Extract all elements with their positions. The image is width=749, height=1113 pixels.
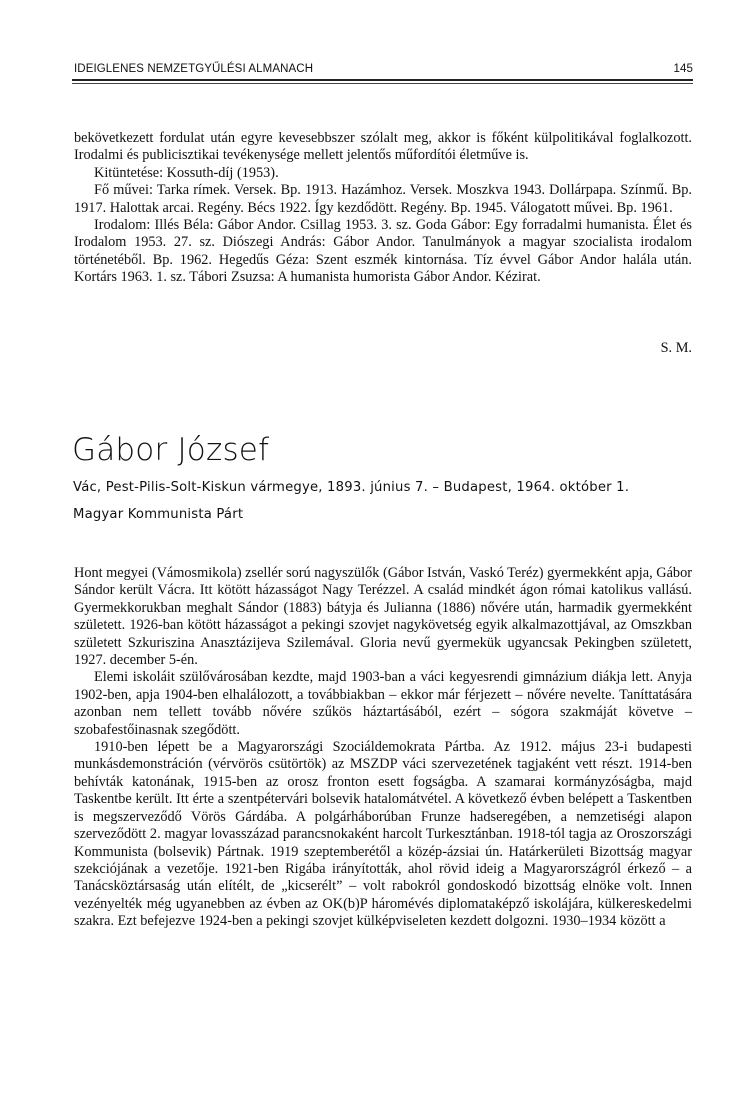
entry-name: Gábor József xyxy=(72,432,270,468)
page-number: 145 xyxy=(673,63,693,75)
paragraph: Irodalom: Illés Béla: Gábor Andor. Csillag 1953. 3. sz. Goda Gábor: Egy forradalmi humanista. Élet és Irodalom 1953. 27. sz. Diószegi András: Gábor Andor. Tanulmányok a magyar szocialista irodalom történetéből. Bp. 1962. Hegedűs Géza: Szent eszmék kintornása. Tíz évvel Gábor Andor halála után. Kortárs 1963. 1. sz. Tábori Zsuzsa: A humanista humorista Gábor Andor. Kézirat. xyxy=(74,217,692,286)
author-signature: S. M. xyxy=(660,340,692,356)
paragraph: 1910-ben lépett be a Magyarországi Szociáldemokrata Pártba. Az 1912. május 23-i budapesti munkásdemonstráción (vérvörös csütörtök) az MSZDP váci szervezetének tagjaként vett részt. 1914-ben behívták katonának, 1915-ben az orosz fronton esett fogságba. A szamarai kormányzóságba, majd Taskentbe került. Itt érte a szentpétervári bolsevik hatalomátvétel. A következő évben belépett a Taskentben is megszerveződő Vörös Gárdába. A polgárháborúban Frunze hadseregében, a nemzetiségi alapon szerveződött 2. magyar lovasszázad parancsnokaként harcolt Turkesztánban. 1918-tól tagja az Oroszországi Kommunista (bolsevik) Pártnak. 1919 szeptemberétől a közép-ázsiai ún. Határkerületi Bizottság magyar szekciójának a vezetője. 1921-ben Rigába irányították, ahol rövid ideig a Magyarországról érkező – a Tanácsköztársaság után elítélt, de „kicserélt” – volt rabokról gondoskodó bizottság elnöke volt. Innen vezényelték még ugyanebben az évben az OK(b)P háromévés diplomataképző iskolájára, külkereskedelmi szakra. Ezt befejezve 1924-ben a pekingi szovjet külképviseleten kezdett dolgozni. 1930–1934 között a xyxy=(74,739,692,930)
entry-body-text xyxy=(74,565,692,931)
paragraph: Hont megyei (Vámosmikola) zsellér sorú nagyszülők (Gábor István, Vaskó Teréz) gyermekként apja, Gábor Sándor került Vácra. Itt kötött házasságot Nagy Terézzel. A család mindkét ágon római katolikus vallású. Gyermekkorukban meghalt Sándor (1883) bátyja és Julianna (1886) nővére után, harmadik gyermekként született. 1926-ban kötött házasságot a pekingi szovjet nagykövetség egyik alkalmazottjával, az Omszkban született Szkuriszina Anasztázijeva Szilemával. Gloria nevű gyermekük ugyancsak Pekingben született, 1927. december 5-én. xyxy=(74,565,692,669)
header-rule-thick xyxy=(72,79,693,81)
running-title: IDEIGLENES NEMZETGYŰLÉSI ALMANACH xyxy=(74,63,314,75)
paragraph: bekövetkezett fordulat után egyre kevesebbszer szólalt meg, akkor is főként külpolitikával foglalkozott. Irodalmi és publicisztikai tevékenysége mellett jelentős műfordítói életműve is. xyxy=(74,130,692,164)
entry-party: Magyar Kommunista Párt xyxy=(73,507,244,522)
header-rule-thin xyxy=(72,83,693,84)
paragraph: Elemi iskoláit szülővárosában kezdte, majd 1903-ban a váci kegyesrendi gimnázium diákja lett. Anyja 1902-ben, apja 1904-ben elhalálozott, a továbbiakban – ekkor már férjezett – nővére nevelte. Taníttatására azonban nem tellett tovább nővére szűkös háztartásából, ezért – sógora szakmáját követve – szobafestőinasnak szegődött. xyxy=(74,669,692,738)
entry-birth-death: Vác, Pest-Pilis-Solt-Kiskun vármegye, 1893. június 7. – Budapest, 1964. október 1. xyxy=(73,480,630,495)
previous-entry-text xyxy=(74,130,692,287)
paragraph: Fő művei: Tarka rímek. Versek. Bp. 1913. Hazámhoz. Versek. Moszkva 1943. Dollárpapa. Színmű. Bp. 1917. Halottak arcai. Regény. Bécs 1922. Így kezdődött. Regény. Bp. 1945. Válogatott művei. Bp. 1961. xyxy=(74,182,692,216)
paragraph: Kitüntetése: Kossuth-díj (1953). xyxy=(94,164,279,181)
running-header xyxy=(72,63,693,79)
